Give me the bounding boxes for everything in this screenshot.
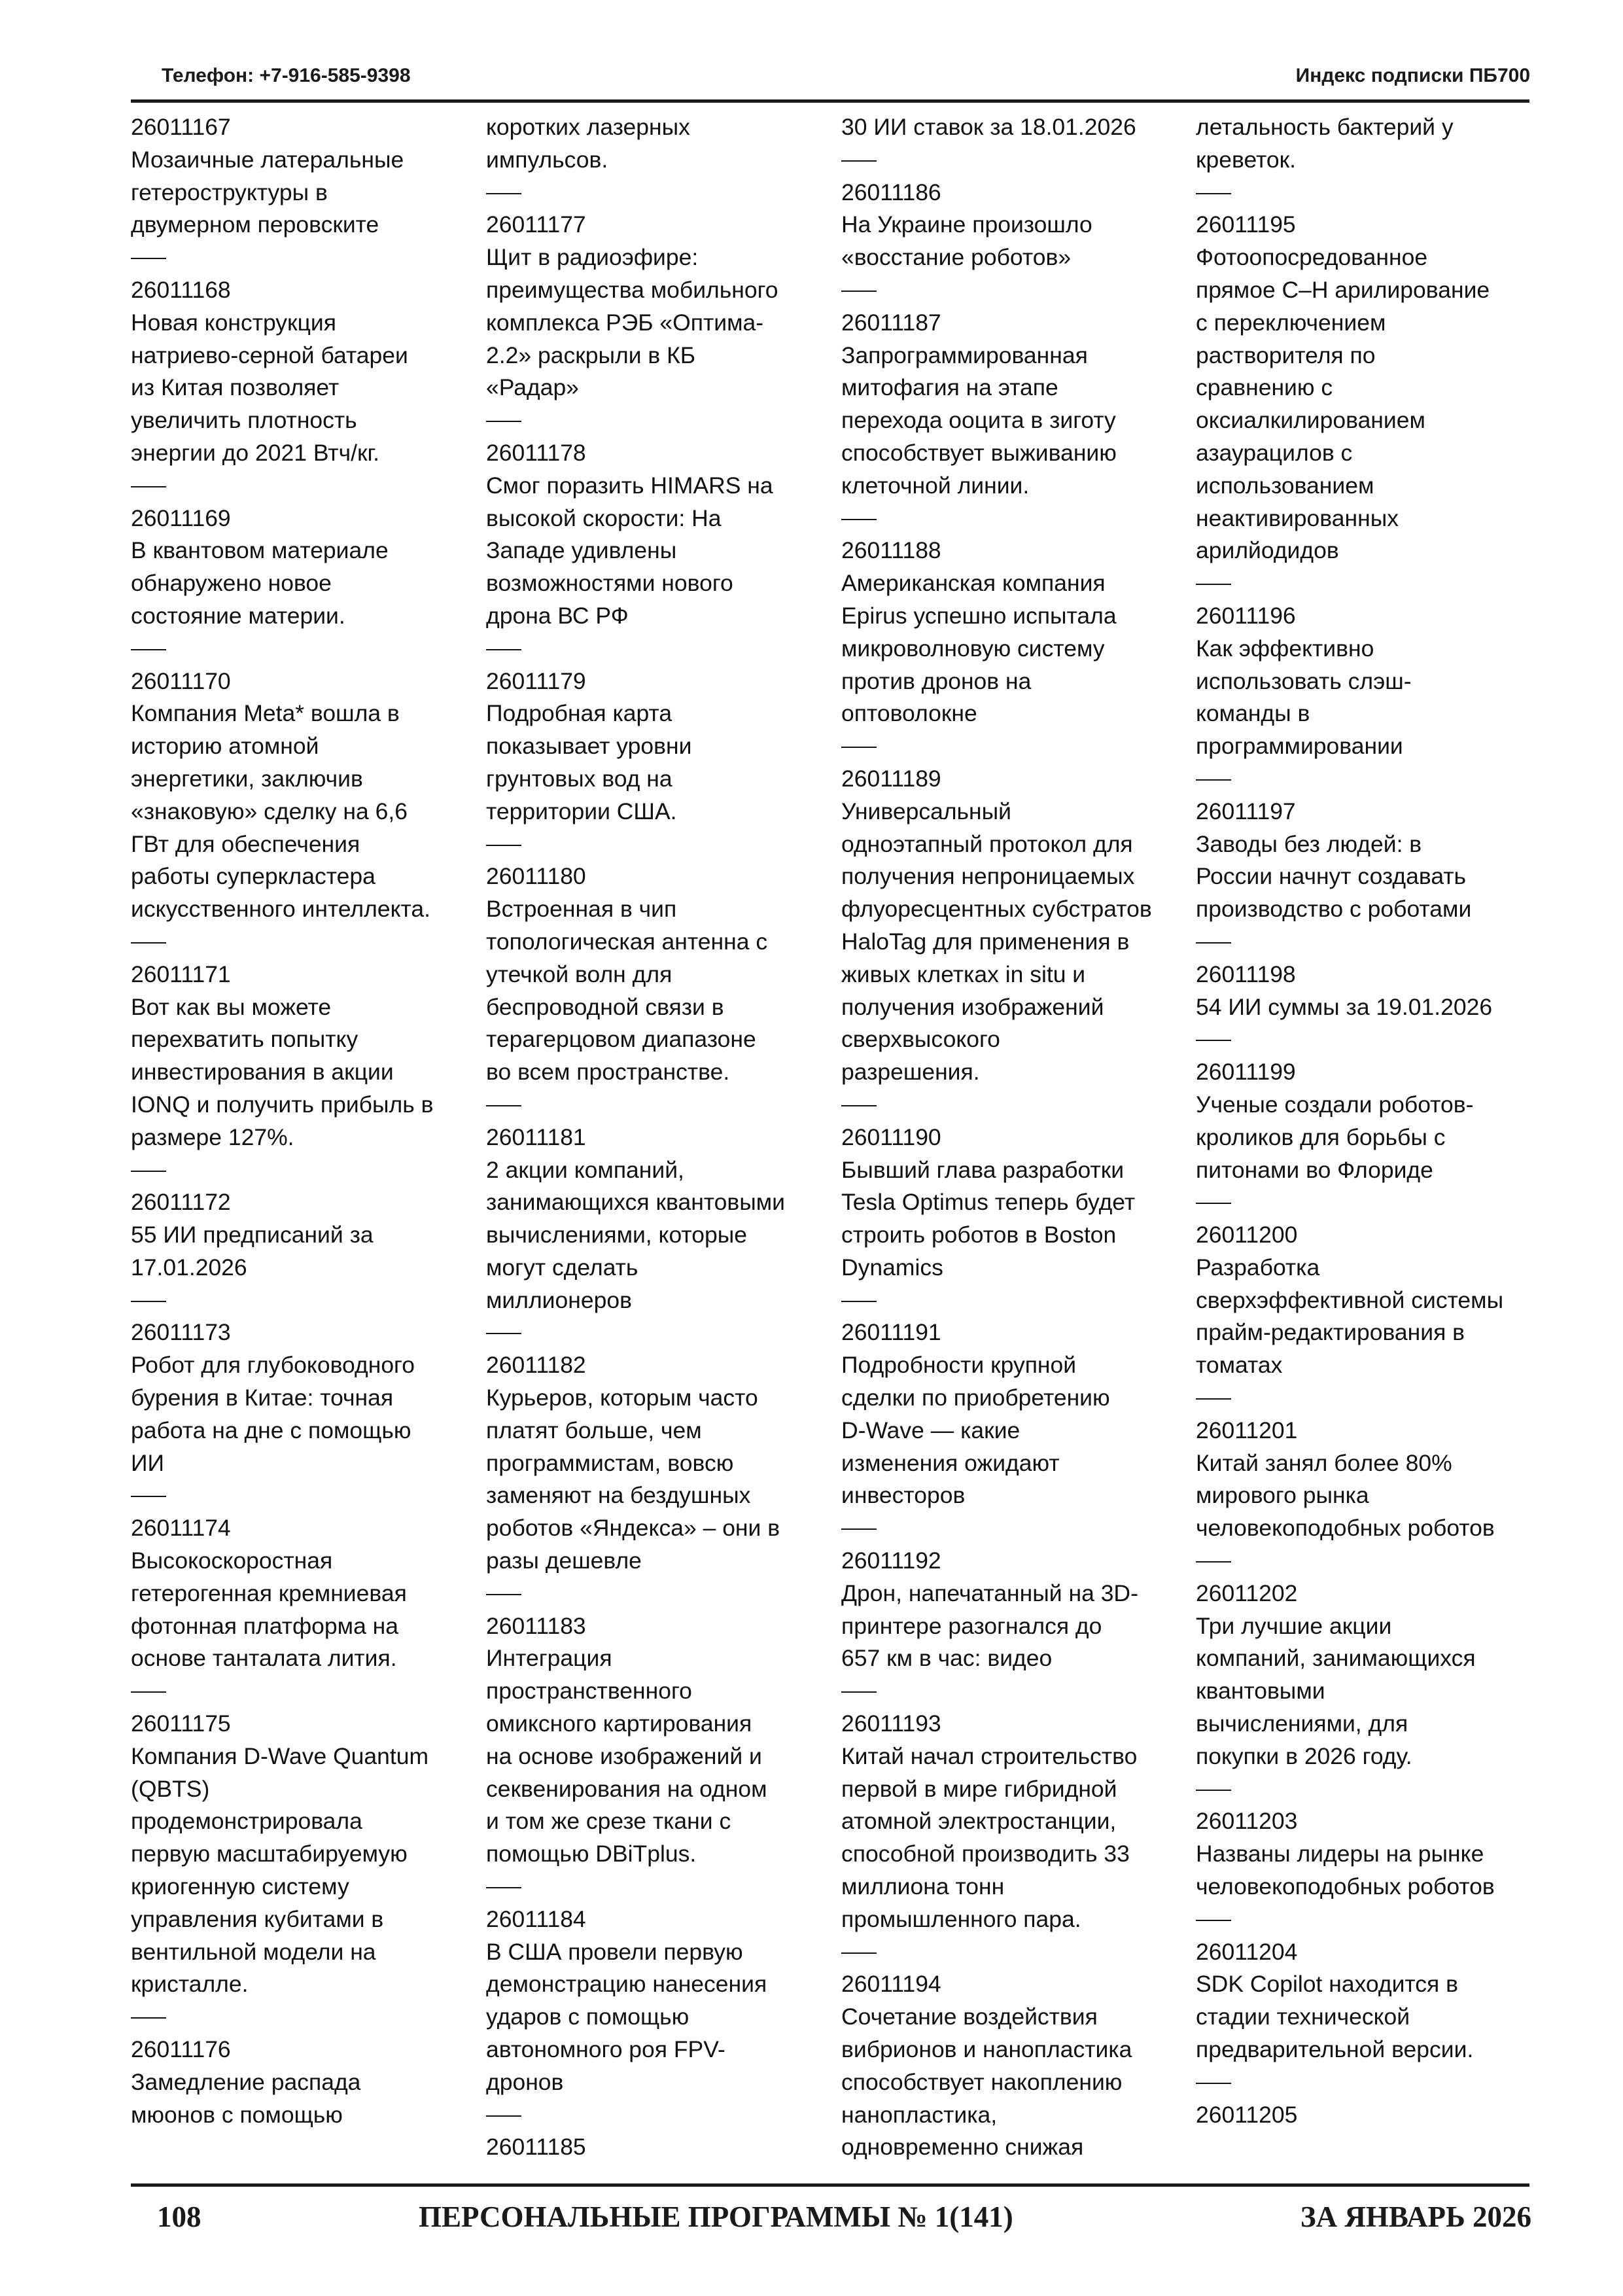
- item-separator: [1196, 1382, 1546, 1415]
- item-title-line: сравнению с: [1196, 374, 1333, 401]
- item-title-line: разы дешевле: [486, 1547, 642, 1574]
- item-separator: [486, 633, 836, 665]
- item-code: 26011169: [131, 504, 231, 531]
- item-title-line: гетероструктуры в: [131, 179, 328, 205]
- item-title-line: способствует выживанию: [841, 439, 1117, 466]
- item-code: 26011194: [841, 1971, 941, 1998]
- item-title-line: оксиалкилированием: [1196, 407, 1425, 434]
- item-title-line: из Китая позволяет: [131, 374, 340, 401]
- item-title-line: Высокоскоростная: [131, 1547, 333, 1574]
- item-title-line: фотонная платформа на: [131, 1612, 399, 1639]
- item-title-line: терагерцовом диапазоне: [486, 1026, 756, 1053]
- item-code: 26011196: [1196, 602, 1296, 629]
- item-title-line: заменяют на бездушных: [486, 1482, 751, 1509]
- item-title-line: Сочетание воздействия: [841, 2004, 1098, 2030]
- item-title-line: вычислениями, которые: [486, 1222, 748, 1248]
- item-title-line: Интеграция: [486, 1645, 612, 1672]
- item-title-line: Dynamics: [841, 1254, 943, 1280]
- item-title-line: занимающихся квантовыми: [486, 1189, 786, 1216]
- item-title-line: производство с роботами: [1196, 896, 1472, 923]
- item-separator: [841, 144, 1191, 177]
- item-separator: [486, 1316, 836, 1349]
- item-title-line: Названы лидеры на рынке: [1196, 1841, 1484, 1867]
- publication-title: ПЕРСОНАЛЬНЫЕ ПРОГРАММЫ № 1(141): [419, 2200, 1013, 2233]
- item-title-line: с переключением: [1196, 309, 1386, 336]
- item-title-line: энергетики, заключив: [131, 765, 363, 792]
- item-separator: [841, 730, 1191, 763]
- item-title-line: флуоресцентных субстратов: [841, 896, 1152, 923]
- item-title-line: дронов: [486, 2068, 564, 2095]
- item-title-line: историю атомной: [131, 733, 319, 760]
- item-title-line: Западе удивлены: [486, 537, 677, 564]
- column-4: [1196, 111, 1546, 2131]
- item-title-line: одноэтапный протокол для: [841, 830, 1133, 857]
- item-code: 26011167: [131, 114, 231, 140]
- item-title-line: строить роботов в Boston: [841, 1222, 1117, 1248]
- item-title-line: программировании: [1196, 733, 1403, 760]
- item-title-line: ГВт для обеспечения: [131, 830, 360, 857]
- item-separator: [841, 1089, 1191, 1122]
- item-code: 26011199: [1196, 1059, 1296, 1086]
- item-title-line: автономного роя FPV-: [486, 2036, 725, 2063]
- item-title-line: Американская компания: [841, 570, 1106, 597]
- item-separator: [1196, 177, 1546, 209]
- footer-rule: [131, 2183, 1529, 2187]
- item-separator: [1196, 763, 1546, 796]
- item-title-line: 54 ИИ суммы за 19.01.2026: [1196, 993, 1493, 1020]
- item-title-line: Китай начал строительство: [841, 1742, 1138, 1769]
- item-code: 26011190: [841, 1123, 941, 1150]
- item-title-line: пространственного: [486, 1678, 692, 1704]
- item-title-line: D-Wave — какие: [841, 1417, 1021, 1443]
- item-title-line: Новая конструкция: [131, 309, 336, 336]
- item-title-line: и том же срезе ткани с: [486, 1808, 731, 1835]
- item-title-line: энергии до 2021 Втч/кг.: [131, 439, 379, 466]
- item-separator: [131, 1675, 481, 1708]
- item-separator: [486, 1089, 836, 1122]
- item-title-line: высокой скорости: На: [486, 504, 722, 531]
- item-code: 26011172: [131, 1189, 231, 1216]
- item-title-line: сверхвысокого: [841, 1026, 1000, 1053]
- item-code: 26011187: [841, 309, 941, 336]
- item-title-line: миллиона тонн: [841, 1873, 1005, 1900]
- item-title-line: роботов «Яндекса» – они в: [486, 1515, 780, 1542]
- item-title-line: Три лучшие акции: [1196, 1612, 1392, 1639]
- item-title-line: помощью DBiTplus.: [486, 1841, 697, 1867]
- item-title-line: работа на дне с помощью: [131, 1417, 411, 1443]
- item-title-line: перехода ооцита в зиготу: [841, 407, 1116, 434]
- item-title-line: преимущества мобильного: [486, 276, 778, 303]
- item-title-line: сделки по приобретению: [841, 1385, 1110, 1411]
- item-code: 26011177: [486, 211, 586, 238]
- item-title-line: человекоподобных роботов: [1196, 1873, 1495, 1900]
- item-title-line: Заводы без людей: в: [1196, 830, 1422, 857]
- page-number: 108: [157, 2200, 201, 2233]
- item-separator: [486, 1871, 836, 1903]
- item-title-line: летальность бактерий у: [1196, 114, 1454, 140]
- item-title-line: беспроводной связи в: [486, 993, 724, 1020]
- item-title-line: Подробная карта: [486, 700, 672, 727]
- item-title-line: В США провели первую: [486, 1938, 743, 1965]
- item-title-line: комплекса РЭБ «Оптима-: [486, 309, 764, 336]
- item-title-line: На Украине произошло: [841, 211, 1092, 238]
- item-title-line: 17.01.2026: [131, 1254, 247, 1280]
- item-title-line: В квантовом материале: [131, 537, 389, 564]
- item-title-line: натриево-серной батареи: [131, 342, 408, 368]
- item-title-line: Универсальный: [841, 798, 1011, 824]
- item-title-line: вибрионов и нанопластика: [841, 2036, 1132, 2063]
- item-title-line: HaloTag для применения в: [841, 928, 1130, 955]
- item-separator: [131, 1479, 481, 1512]
- item-title-line: Робот для глубоководного: [131, 1352, 415, 1379]
- item-title-line: против дронов на: [841, 667, 1032, 694]
- item-title-line: креветок.: [1196, 146, 1297, 173]
- item-code: 26011188: [841, 537, 941, 564]
- item-separator: [131, 926, 481, 959]
- item-title-line: территории США.: [486, 798, 677, 824]
- item-title-line: перехватить попытку: [131, 1026, 358, 1053]
- item-title-line: изменения ожидают: [841, 1449, 1060, 1476]
- item-title-line: арилйодидов: [1196, 537, 1339, 564]
- item-title-line: на основе изображений и: [486, 1742, 762, 1769]
- item-separator: [486, 2099, 836, 2132]
- item-separator: [841, 1675, 1191, 1708]
- item-title-line: «знаковую» сделку на 6,6: [131, 798, 408, 824]
- item-title-line: неактивированных: [1196, 504, 1399, 531]
- item-title-line: 30 ИИ ставок за 18.01.2026: [841, 114, 1136, 140]
- item-code: 26011181: [486, 1123, 586, 1150]
- item-title-line: прайм-редактирования в: [1196, 1319, 1465, 1346]
- item-title-line: Компания D-Wave Quantum: [131, 1742, 429, 1769]
- item-title-line: азаурацилов с: [1196, 439, 1353, 466]
- item-title-line: компаний, занимающихся: [1196, 1645, 1476, 1672]
- item-code: 26011183: [486, 1612, 586, 1639]
- item-title-line: Бывший глава разработки: [841, 1156, 1125, 1183]
- item-title-line: живых клетках in situ и: [841, 961, 1086, 987]
- item-title-line: топологическая антенна с: [486, 928, 768, 955]
- item-title-line: первую масштабируемую: [131, 1841, 408, 1867]
- item-title-line: команды в: [1196, 700, 1310, 727]
- item-title-line: предварительной версии.: [1196, 2036, 1474, 2063]
- item-title-line: 55 ИИ предписаний за: [131, 1222, 374, 1248]
- item-title-line: грунтовых вод на: [486, 765, 672, 792]
- item-title-line: управления кубитами в: [131, 1905, 384, 1932]
- item-code: 26011202: [1196, 1580, 1298, 1606]
- item-code: 26011173: [131, 1319, 231, 1346]
- item-title-line: Tesla Optimus теперь будет: [841, 1189, 1136, 1216]
- item-title-line: дрона ВС РФ: [486, 602, 629, 629]
- item-title-line: продемонстрировала: [131, 1808, 362, 1835]
- item-title-line: вентильной модели на: [131, 1938, 376, 1965]
- item-title-line: показывает уровни: [486, 733, 692, 760]
- item-code: 26011193: [841, 1710, 941, 1737]
- item-title-line: могут сделать: [486, 1254, 638, 1280]
- item-code: 26011191: [841, 1319, 941, 1346]
- item-title-line: растворителя по: [1196, 342, 1376, 368]
- item-title-line: получения непроницаемых: [841, 863, 1135, 890]
- item-title-line: 2 акции компаний,: [486, 1156, 684, 1183]
- item-title-line: бурения в Китае: точная: [131, 1385, 394, 1411]
- item-title-line: во всем пространстве.: [486, 1059, 730, 1086]
- item-title-line: гетерогенная кремниевая: [131, 1580, 407, 1606]
- item-title-line: прямое С–Н арилирование: [1196, 276, 1490, 303]
- item-code: 26011180: [486, 863, 586, 890]
- item-title-line: Запрограммированная: [841, 342, 1088, 368]
- item-title-line: ИИ: [131, 1449, 165, 1476]
- item-title-line: клеточной линии.: [841, 472, 1030, 499]
- item-title-line: питонами во Флориде: [1196, 1156, 1433, 1183]
- item-title-line: утечкой волн для: [486, 961, 672, 987]
- item-title-line: Мозаичные латеральные: [131, 146, 404, 173]
- item-title-line: 2.2» раскрыли в КБ: [486, 342, 696, 368]
- item-title-line: сверхэффективной системы: [1196, 1286, 1504, 1313]
- item-code: 26011192: [841, 1547, 941, 1574]
- item-title-line: работы суперкластера: [131, 863, 375, 890]
- item-title-line: Смог поразить HIMARS на: [486, 472, 773, 499]
- item-code: 26011182: [486, 1352, 586, 1379]
- item-code: 26011197: [1196, 798, 1296, 824]
- item-code: 26011185: [486, 2134, 586, 2161]
- item-title-line: использованием: [1196, 472, 1374, 499]
- item-title-line: получения изображений: [841, 993, 1104, 1020]
- item-code: 26011170: [131, 667, 231, 694]
- header-phone: Телефон: +7-916-585-9398: [162, 65, 411, 86]
- item-code: 26011171: [131, 961, 231, 987]
- item-separator: [841, 503, 1191, 535]
- item-title-line: коротких лазерных: [486, 114, 690, 140]
- item-code: 26011168: [131, 276, 231, 303]
- item-title-line: использовать слэш-: [1196, 667, 1412, 694]
- item-title-line: первой в мире гибридной: [841, 1775, 1117, 1802]
- item-title-line: атомной электростанции,: [841, 1808, 1117, 1835]
- item-title-line: оптоволокне: [841, 700, 977, 727]
- item-separator: [1196, 1545, 1546, 1578]
- item-code: 26011205: [1196, 2101, 1298, 2128]
- item-title-line: Компания Meta* вошла в: [131, 700, 400, 727]
- item-title-line: 657 км в час: видео: [841, 1645, 1053, 1672]
- item-code: 26011200: [1196, 1222, 1298, 1248]
- item-separator: [131, 241, 481, 274]
- item-title-line: принтере разогнался до: [841, 1612, 1102, 1639]
- item-separator: [486, 1578, 836, 1610]
- item-title-line: разрешения.: [841, 1059, 980, 1086]
- item-title-line: вычислениями, для: [1196, 1710, 1408, 1737]
- item-title-line: инвесторов: [841, 1482, 966, 1509]
- item-separator: [131, 633, 481, 665]
- item-title-line: Щит в радиоэфире:: [486, 244, 699, 271]
- item-code: 26011198: [1196, 961, 1296, 987]
- item-title-line: ударов с помощью: [486, 2004, 689, 2030]
- item-title-line: Ученые создали роботов-: [1196, 1091, 1474, 1118]
- item-title-line: инвестирования в акции: [131, 1059, 394, 1086]
- item-separator: [1196, 567, 1546, 600]
- item-title-line: Как эффективно: [1196, 635, 1374, 662]
- item-code: 26011184: [486, 1905, 586, 1932]
- item-title-line: SDK Copilot находится в: [1196, 1971, 1458, 1998]
- item-title-line: одновременно снижая: [841, 2134, 1084, 2161]
- header-rule: [131, 99, 1529, 103]
- item-title-line: квантовыми: [1196, 1678, 1325, 1704]
- item-title-line: основе танталата лития.: [131, 1645, 397, 1672]
- item-title-line: возможностями нового: [486, 570, 733, 597]
- item-title-line: искусственного интеллекта.: [131, 896, 430, 923]
- item-separator: [486, 828, 836, 861]
- column-1: [131, 111, 481, 2131]
- item-title-line: томатах: [1196, 1352, 1283, 1379]
- item-code: 26011186: [841, 179, 941, 205]
- item-title-line: демонстрацию нанесения: [486, 1971, 767, 1998]
- item-title-line: способной производить 33: [841, 1841, 1130, 1867]
- item-title-line: обнаружено новое: [131, 570, 332, 597]
- item-code: 26011176: [131, 2036, 231, 2063]
- item-title-line: платят больше, чем: [486, 1417, 702, 1443]
- item-title-line: состояние материи.: [131, 602, 345, 629]
- item-title-line: кристалле.: [131, 1971, 249, 1998]
- item-title-line: митофагия на этапе: [841, 374, 1058, 401]
- item-title-line: мюонов с помощью: [131, 2101, 343, 2128]
- item-title-line: способствует накоплению: [841, 2068, 1123, 2095]
- item-separator: [131, 1154, 481, 1187]
- item-title-line: Вот как вы можете: [131, 993, 332, 1020]
- item-code: 26011174: [131, 1515, 231, 1542]
- item-separator: [1196, 1186, 1546, 1219]
- item-code: 26011203: [1196, 1808, 1298, 1835]
- header-subscription-index: Индекс подписки ПБ700: [1295, 65, 1530, 86]
- item-title-line: увеличить плотность: [131, 407, 357, 434]
- item-separator: [841, 1512, 1191, 1545]
- column-3: [841, 111, 1191, 2164]
- item-title-line: Встроенная в чип: [486, 896, 677, 923]
- column-2: [486, 111, 836, 2164]
- item-separator: [131, 1284, 481, 1317]
- issue-period: ЗА ЯНВАРЬ 2026: [1300, 2200, 1531, 2233]
- item-code: 26011195: [1196, 211, 1296, 238]
- item-title-line: Дрон, напечатанный на 3D-: [841, 1580, 1138, 1606]
- item-title-line: кроликов для борьбы с: [1196, 1123, 1446, 1150]
- item-title-line: стадии технической: [1196, 2004, 1410, 2030]
- item-title-line: размере 127%.: [131, 1123, 294, 1150]
- item-title-line: «Радар»: [486, 374, 579, 401]
- item-separator: [841, 1284, 1191, 1317]
- item-title-line: секвенирования на одном: [486, 1775, 767, 1802]
- item-title-line: криогенную систему: [131, 1873, 349, 1900]
- item-title-line: омиксного картирования: [486, 1710, 752, 1737]
- item-separator: [486, 404, 836, 437]
- item-separator: [841, 274, 1191, 307]
- item-separator: [1196, 2066, 1546, 2099]
- item-title-line: человекоподобных роботов: [1196, 1515, 1495, 1542]
- item-separator: [1196, 1903, 1546, 1936]
- item-code: 26011175: [131, 1710, 231, 1737]
- item-title-line: микроволновую систему: [841, 635, 1105, 662]
- item-title-line: импульсов.: [486, 146, 608, 173]
- item-separator: [1196, 1773, 1546, 1806]
- item-code: 26011189: [841, 765, 941, 792]
- item-title-line: Подробности крупной: [841, 1352, 1077, 1379]
- item-title-line: миллионеров: [486, 1286, 632, 1313]
- item-title-line: нанопластика,: [841, 2101, 998, 2128]
- item-title-line: Замедление распада: [131, 2068, 361, 2095]
- item-code: 26011178: [486, 439, 586, 466]
- item-separator: [131, 2001, 481, 2034]
- item-code: 26011204: [1196, 1938, 1298, 1965]
- item-separator: [131, 470, 481, 503]
- item-title-line: IONQ и получить прибыль в: [131, 1091, 434, 1118]
- item-title-line: мирового рынка: [1196, 1482, 1369, 1509]
- item-separator: [1196, 926, 1546, 959]
- item-separator: [841, 1936, 1191, 1969]
- item-title-line: промышленного пара.: [841, 1905, 1081, 1932]
- item-code: 26011179: [486, 667, 586, 694]
- item-title-line: Epirus успешно испытала: [841, 602, 1117, 629]
- item-title-line: (QBTS): [131, 1775, 210, 1802]
- item-title-line: покупки в 2026 году.: [1196, 1742, 1412, 1769]
- item-separator: [486, 177, 836, 209]
- item-title-line: программистам, вовсю: [486, 1449, 734, 1476]
- item-title-line: Разработка: [1196, 1254, 1320, 1280]
- item-title-line: «восстание роботов»: [841, 244, 1072, 271]
- item-title-line: Курьеров, которым часто: [486, 1385, 758, 1411]
- item-title-line: Фотоопосредованное: [1196, 244, 1428, 271]
- item-title-line: Китай занял более 80%: [1196, 1449, 1452, 1476]
- item-code: 26011201: [1196, 1417, 1298, 1443]
- item-title-line: двумерном перовските: [131, 211, 379, 238]
- item-separator: [1196, 1023, 1546, 1056]
- item-title-line: России начнут создавать: [1196, 863, 1467, 890]
